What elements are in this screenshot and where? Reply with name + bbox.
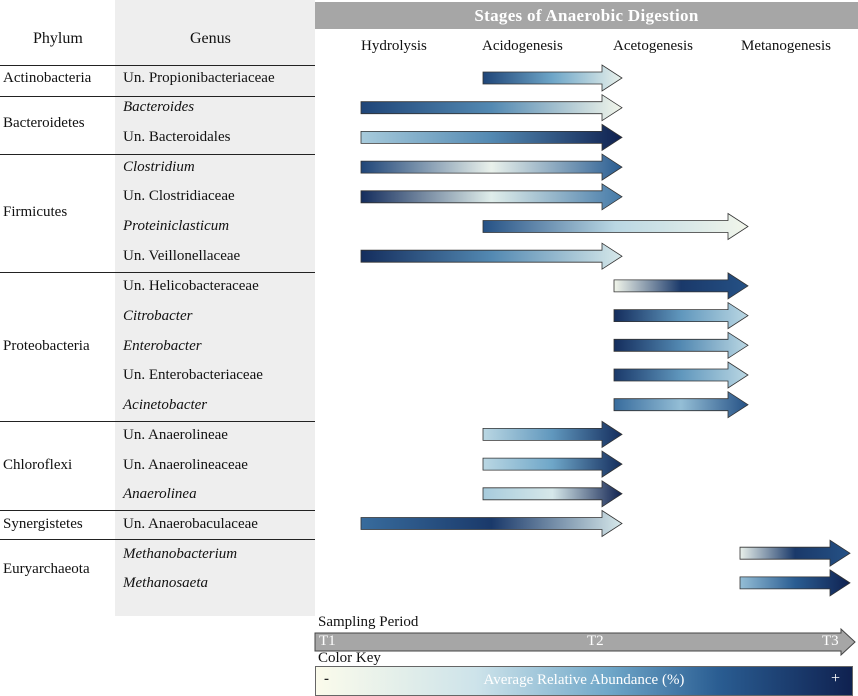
genus-label: Un. Anaerobaculaceae (123, 516, 258, 532)
abundance-arrow (361, 184, 622, 210)
phylum-header: Phylum (33, 30, 83, 47)
genus-label: Proteiniclasticum (123, 218, 230, 234)
phylum-label: Actinobacteria (3, 70, 92, 86)
genus-label: Un. Clostridiaceae (123, 188, 235, 204)
genus-label: Enterobacter (123, 338, 202, 354)
genus-label: Bacteroides (123, 99, 195, 115)
stage-acidogenesis: Acidogenesis (482, 38, 563, 54)
abundance-arrow (483, 214, 748, 240)
phylum-label: Chloroflexi (3, 457, 73, 473)
color-key-bar (315, 666, 853, 696)
genus-label: Acinetobacter (123, 397, 208, 413)
abundance-arrow (483, 451, 622, 477)
abundance-arrow (361, 154, 622, 180)
abundance-arrow (361, 124, 622, 150)
abundance-arrow (483, 65, 622, 91)
sampling-period-arrow (315, 629, 855, 655)
abundance-arrow (740, 570, 850, 596)
abundance-arrow (740, 540, 850, 566)
genus-label: Methanosaeta (123, 575, 208, 591)
color-key-max: + (830, 670, 840, 687)
abundance-arrow (614, 362, 748, 388)
abundance-arrow (483, 481, 622, 507)
phylum-label: Synergistetes (3, 516, 83, 532)
phylum-label: Firmicutes (3, 204, 68, 220)
sampling-period-label: Sampling Period (318, 614, 419, 630)
genus-label: Un. Bacteroidales (123, 129, 231, 145)
genus-label: Clostridium (123, 159, 195, 175)
genus-header: Genus (190, 30, 231, 47)
phylum-label: Bacteroidetes (3, 115, 85, 131)
abundance-arrow (614, 303, 748, 329)
genus-label: Anaerolinea (123, 486, 197, 502)
time-t2: T2 (587, 633, 604, 649)
abundance-arrow (361, 243, 622, 269)
genus-label: Un. Helicobacteraceae (123, 278, 259, 294)
stages-title: Stages of Anaerobic Digestion (315, 2, 858, 29)
color-key-min: - (324, 671, 329, 687)
time-t3: T3 (822, 633, 839, 649)
genus-label: Un. Veillonellaceae (123, 248, 241, 264)
abundance-arrow (614, 332, 748, 358)
stage-acetogenesis: Acetogenesis (613, 38, 693, 54)
phylum-label: Proteobacteria (3, 338, 90, 354)
stage-metanogenesis: Metanogenesis (741, 38, 831, 54)
genus-label: Un. Propionibacteriaceae (123, 70, 275, 86)
stage-hydrolysis: Hydrolysis (361, 38, 427, 54)
abundance-arrow (361, 511, 622, 537)
abundance-arrow (361, 95, 622, 121)
genus-label: Un. Anaerolineaceae (123, 457, 248, 473)
phylum-label: Euryarchaeota (3, 561, 90, 577)
color-key-label: Color Key (318, 650, 381, 666)
color-key-title: Average Relative Abundance (%) (483, 672, 685, 688)
time-t1: T1 (319, 633, 336, 649)
abundance-arrow (483, 421, 622, 447)
genus-label: Methanobacterium (123, 546, 238, 562)
abundance-arrow (614, 392, 748, 418)
abundance-arrow (614, 273, 748, 299)
genus-label: Un. Anaerolineae (123, 427, 228, 443)
genus-label: Un. Enterobacteriaceae (123, 367, 263, 383)
genus-label: Citrobacter (123, 308, 193, 324)
